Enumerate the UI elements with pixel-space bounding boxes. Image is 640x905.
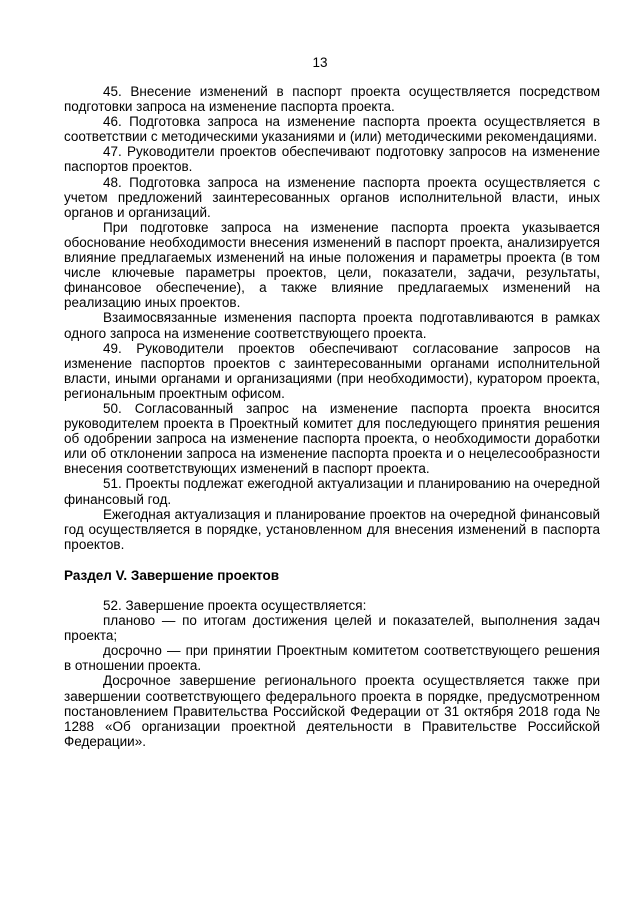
paragraph-51-annual-update: Ежегодная актуализация и планирование проектов на очередной финансовый год осуществляется в порядке, установленном для внесения изменений в паспорта проектов. [64, 506, 600, 552]
paragraph-52-planned: планово — по итогам достижения целей и показателей, выполнения задач проекта; [64, 613, 600, 644]
paragraph-48-related-changes: Взаимосвязанные изменения паспорта проекта подготавливаются в рамках одного запроса на изменение соответствующего проекта. [64, 310, 600, 341]
paragraph-49: 49. Руководители проектов обеспечивают согласование запросов на изменение паспортов проектов с заинтересованными органами исполнительной власти, иными органами и организациями (при необходимости), куратором проекта, региональным проектным офисом. [64, 340, 600, 401]
paragraph-52: 52. Завершение проекта осуществляется: [103, 598, 367, 613]
paragraph-47: 47. Руководители проектов обеспечивают подготовку запросов на изменение паспортов проектов. [64, 144, 600, 175]
document-body [64, 84, 600, 749]
section-heading: Раздел V. Завершение проектов [64, 567, 280, 583]
paragraph-48-justification: При подготовке запроса на изменение паспорта проекта указывается обоснование необходимости внесения изменений в паспорт проекта, анализируется влияние предлагаемых изменений на иные положения и параметры проекта (в том числе ключевые параметры проектов, цели, показатели, задачи, результаты, финансовое обеспечение), а также влияние предлагаемых изменений на реализацию иных проектов. [64, 219, 600, 311]
paragraph-48: 48. Подготовка запроса на изменение паспорта проекта осуществляется с учетом предложений заинтересованных органов исполнительной власти, иных органов и организаций. [64, 174, 600, 220]
paragraph-52-early-regional: Досрочное завершение регионального проекта осуществляется также при завершении соответствующего федерального проекта в порядке, предусмотренном постановлением Правительства Российской Федерации от 31 октября 2018 года № 1288 «Об организации проектной деятельности в Правительстве Российской Федерации». [64, 673, 600, 749]
paragraph-52-early: досрочно — при принятии Проектным комитетом соответствующего решения в отношении проекта. [64, 643, 600, 674]
paragraph-45: 45. Внесение изменений в паспорт проекта осуществляется посредством подготовки запроса на изменение паспорта проекта. [64, 84, 600, 115]
page-number: 13 [312, 55, 328, 70]
paragraph-50: 50. Согласованный запрос на изменение паспорта проекта вносится руководителем проекта в Проектный комитет для последующего принятия решения об одобрении запроса на изменение паспорта проекта, о необходимости доработки или об отклонении запроса на изменение паспорта проекта и о нецелесообразности внесения соответствующих изменений в паспорт проекта. [64, 400, 600, 477]
paragraph-51: 51. Проекты подлежат ежегодной актуализации и планированию на очередной финансовый год. [64, 476, 600, 507]
paragraph-46: 46. Подготовка запроса на изменение паспорта проекта осуществляется в соответствии с методическими указаниями и (или) методическими рекомендациями. [64, 114, 600, 145]
